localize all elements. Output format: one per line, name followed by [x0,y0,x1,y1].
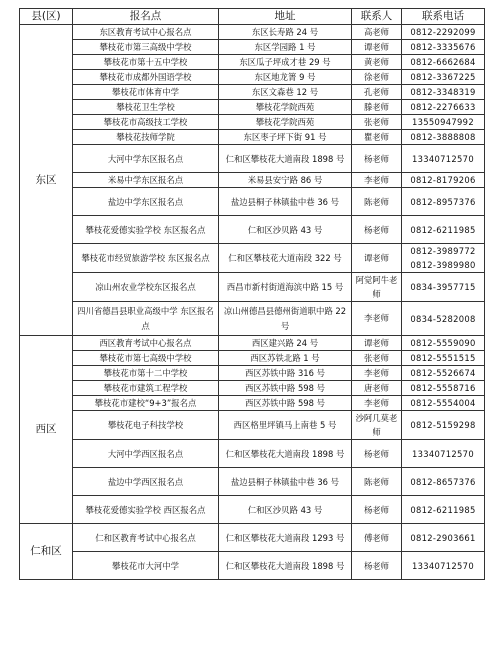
phone-cell [402,25,485,40]
phone-cell [402,244,485,273]
address-cell: 西区苏铁中路 598 号 [219,396,352,411]
contact-cell: 滕老师 [352,100,402,115]
phone-number: 13340712570 [412,448,474,459]
district-cell: 东区 [20,25,73,336]
address-cell: 仁和区攀枝花大道南段 322 号 [219,244,352,273]
table-row [20,273,485,302]
phone-number: 0812-3888808 [410,132,476,142]
table-row [20,396,485,411]
header-row [20,9,485,25]
site-cell: 攀枝花市高级技工学校 [73,115,219,130]
site-cell: 仁和区教育考试中心报名点 [73,524,219,552]
address-cell: 仁和区攀枝花大道南段 1898 号 [219,145,352,173]
table-row [20,40,485,55]
phone-cell [402,366,485,381]
phone-number: 0812-5554004 [410,398,476,408]
site-cell: 攀枝花市第七高级中学校 [73,351,219,366]
phone-cell [402,468,485,496]
phone-cell [402,216,485,244]
address-cell: 东区瓜子坪成才巷 29 号 [219,55,352,70]
contact-cell: 陈老师 [352,188,402,216]
site-cell: 攀枝花市第十五中学校 [73,55,219,70]
contact-cell: 李老师 [352,302,402,336]
address-cell: 仁和区攀枝花大道南段 1293 号 [219,524,352,552]
phone-cell [402,115,485,130]
phone-number: 13340712570 [412,153,474,164]
phone-cell [402,440,485,468]
contact-cell: 张老师 [352,351,402,366]
table-row [20,366,485,381]
contact-cell: 唐老师 [352,381,402,396]
phone-number: 13550947992 [412,117,474,127]
contact-cell: 徐老师 [352,70,402,85]
address-cell: 仁和区攀枝花大道南段 1898 号 [219,440,352,468]
table-row [20,552,485,580]
address-cell: 东区文森巷 12 号 [219,85,352,100]
site-cell: 攀枝花卫生学校 [73,100,219,115]
site-cell: 攀枝花市经贸旅游学校 东区报名点 [73,244,219,273]
contact-cell: 谭老师 [352,40,402,55]
phone-number: 13340712570 [412,560,474,571]
header-contact: 联系人 [352,9,402,25]
phone-number: 0812-3989980 [410,260,476,270]
district-cell: 仁和区 [20,524,73,580]
phone-cell [402,188,485,216]
phone-number: 0812-6211985 [410,224,476,235]
contact-cell: 傅老师 [352,524,402,552]
table-row [20,55,485,70]
phone-cell [402,496,485,524]
site-cell: 大河中学西区报名点 [73,440,219,468]
address-cell: 仁和区沙贝路 43 号 [219,496,352,524]
site-cell: 攀枝花市成都外国语学校 [73,70,219,85]
phone-number: 0812-2903661 [410,532,476,543]
table-row [20,188,485,216]
table-row [20,440,485,468]
address-cell: 米易县安宁路 86 号 [219,173,352,188]
phone-cell [402,40,485,55]
phone-cell [402,55,485,70]
site-cell: 西区教育考试中心报名点 [73,336,219,351]
contact-cell: 阿觉阿牛老师 [352,273,402,302]
site-cell: 攀枝花市体育中学 [73,85,219,100]
contact-cell: 杨老师 [352,216,402,244]
address-cell: 盐边县桐子林镇盐中巷 36 号 [219,188,352,216]
table-row [20,381,485,396]
phone-number: 0812-8179206 [410,175,476,185]
address-cell: 东区地龙箐 9 号 [219,70,352,85]
phone-cell [402,145,485,173]
phone-number: 0812-2292099 [410,27,476,37]
header-site: 报名点 [73,9,219,25]
phone-number: 0812-2276633 [410,102,476,112]
address-cell: 仁和区攀枝花大道南段 1898 号 [219,552,352,580]
site-cell: 攀枝花市大河中学 [73,552,219,580]
contact-cell: 李老师 [352,173,402,188]
header-address: 地址 [219,9,352,25]
address-cell: 西区建兴路 24 号 [219,336,352,351]
address-cell: 西昌市新村街道海滨中路 15 号 [219,273,352,302]
registration-table [19,8,485,580]
phone-cell [402,302,485,336]
phone-cell [402,273,485,302]
phone-cell [402,130,485,145]
phone-cell [402,524,485,552]
phone-cell [402,396,485,411]
table-row [20,115,485,130]
address-cell: 西区苏铁北路 1 号 [219,351,352,366]
contact-cell: 张老师 [352,115,402,130]
table-row [20,411,485,440]
phone-number: 0812-8957376 [410,196,476,207]
address-cell: 西区苏铁中路 598 号 [219,381,352,396]
site-cell: 盐边中学西区报名点 [73,468,219,496]
phone-number: 0834-3957715 [410,282,476,292]
phone-cell [402,351,485,366]
site-cell: 攀枝花电子科技学校 [73,411,219,440]
table-row [20,468,485,496]
phone-number: 0834-5282008 [410,313,476,324]
table-row [20,244,485,273]
phone-cell [402,552,485,580]
phone-cell [402,85,485,100]
site-cell: 攀枝花爱德实验学校 西区报名点 [73,496,219,524]
table-row [20,100,485,115]
phone-cell [402,70,485,85]
contact-cell: 李老师 [352,396,402,411]
table-row [20,216,485,244]
district-cell: 西区 [20,336,73,524]
phone-cell [402,411,485,440]
address-cell: 东区枣子坪下街 91 号 [219,130,352,145]
contact-cell: 瞿老师 [352,130,402,145]
address-cell: 东区长寿路 24 号 [219,25,352,40]
site-cell: 攀枝花市第十二中学校 [73,366,219,381]
site-cell: 四川省德昌县职业高级中学 东区报名点 [73,302,219,336]
contact-cell: 杨老师 [352,496,402,524]
table-row [20,85,485,100]
phone-number: 0812-6662684 [410,57,476,67]
phone-number: 0812-5159298 [410,420,476,430]
site-cell: 攀枝花市建筑工程学校 [73,381,219,396]
contact-cell: 杨老师 [352,552,402,580]
address-cell: 攀枝花学院西苑 [219,100,352,115]
table-row [20,524,485,552]
header-phone: 联系电话 [402,9,485,25]
phone-number: 0812-3367225 [410,72,476,82]
table-row [20,145,485,173]
address-cell: 西区格里坪镇马上南巷 5 号 [219,411,352,440]
table-row [20,173,485,188]
address-cell: 盐边县桐子林镇盐中巷 36 号 [219,468,352,496]
header-district: 县(区) [20,9,73,25]
phone-number: 0812-5526674 [410,368,476,378]
phone-number: 0812-3335676 [410,42,476,52]
site-cell: 大河中学东区报名点 [73,145,219,173]
contact-cell: 高老师 [352,25,402,40]
phone-number: 0812-5559090 [410,338,476,348]
table-row [20,351,485,366]
phone-number: 0812-3348319 [410,87,476,97]
contact-cell: 谭老师 [352,244,402,273]
site-cell: 攀枝花技师学院 [73,130,219,145]
phone-cell [402,381,485,396]
table-row [20,336,485,351]
site-cell: 攀枝花市建校“9+3”报名点 [73,396,219,411]
table-row [20,302,485,336]
contact-cell: 杨老师 [352,145,402,173]
address-cell: 西区苏铁中路 316 号 [219,366,352,381]
phone-number: 0812-3989772 [410,246,476,256]
contact-cell: 黄老师 [352,55,402,70]
contact-cell: 谭老师 [352,336,402,351]
phone-number: 0812-5558716 [410,383,476,393]
contact-cell: 孔老师 [352,85,402,100]
table-row [20,130,485,145]
site-cell: 米易中学东区报名点 [73,173,219,188]
phone-cell [402,100,485,115]
site-cell: 盐边中学东区报名点 [73,188,219,216]
table-row [20,496,485,524]
contact-cell: 沙阿几莫老师 [352,411,402,440]
phone-number: 0812-8657376 [410,476,476,487]
phone-number: 0812-5551515 [410,353,476,363]
site-cell: 攀枝花市第三高级中学校 [73,40,219,55]
contact-cell: 杨老师 [352,440,402,468]
table-row [20,25,485,40]
table-row [20,70,485,85]
phone-cell [402,173,485,188]
address-cell: 攀枝花学院西苑 [219,115,352,130]
address-cell: 东区学园路 1 号 [219,40,352,55]
contact-cell: 李老师 [352,366,402,381]
table-body [20,25,485,580]
site-cell: 凉山州农业学校东区报名点 [73,273,219,302]
phone-number: 0812-6211985 [410,504,476,515]
contact-cell: 陈老师 [352,468,402,496]
site-cell: 东区教育考试中心报名点 [73,25,219,40]
address-cell: 凉山州德昌县德州街道职中路 22 号 [219,302,352,336]
site-cell: 攀枝花爱德实验学校 东区报名点 [73,216,219,244]
address-cell: 仁和区沙贝路 43 号 [219,216,352,244]
phone-cell [402,336,485,351]
